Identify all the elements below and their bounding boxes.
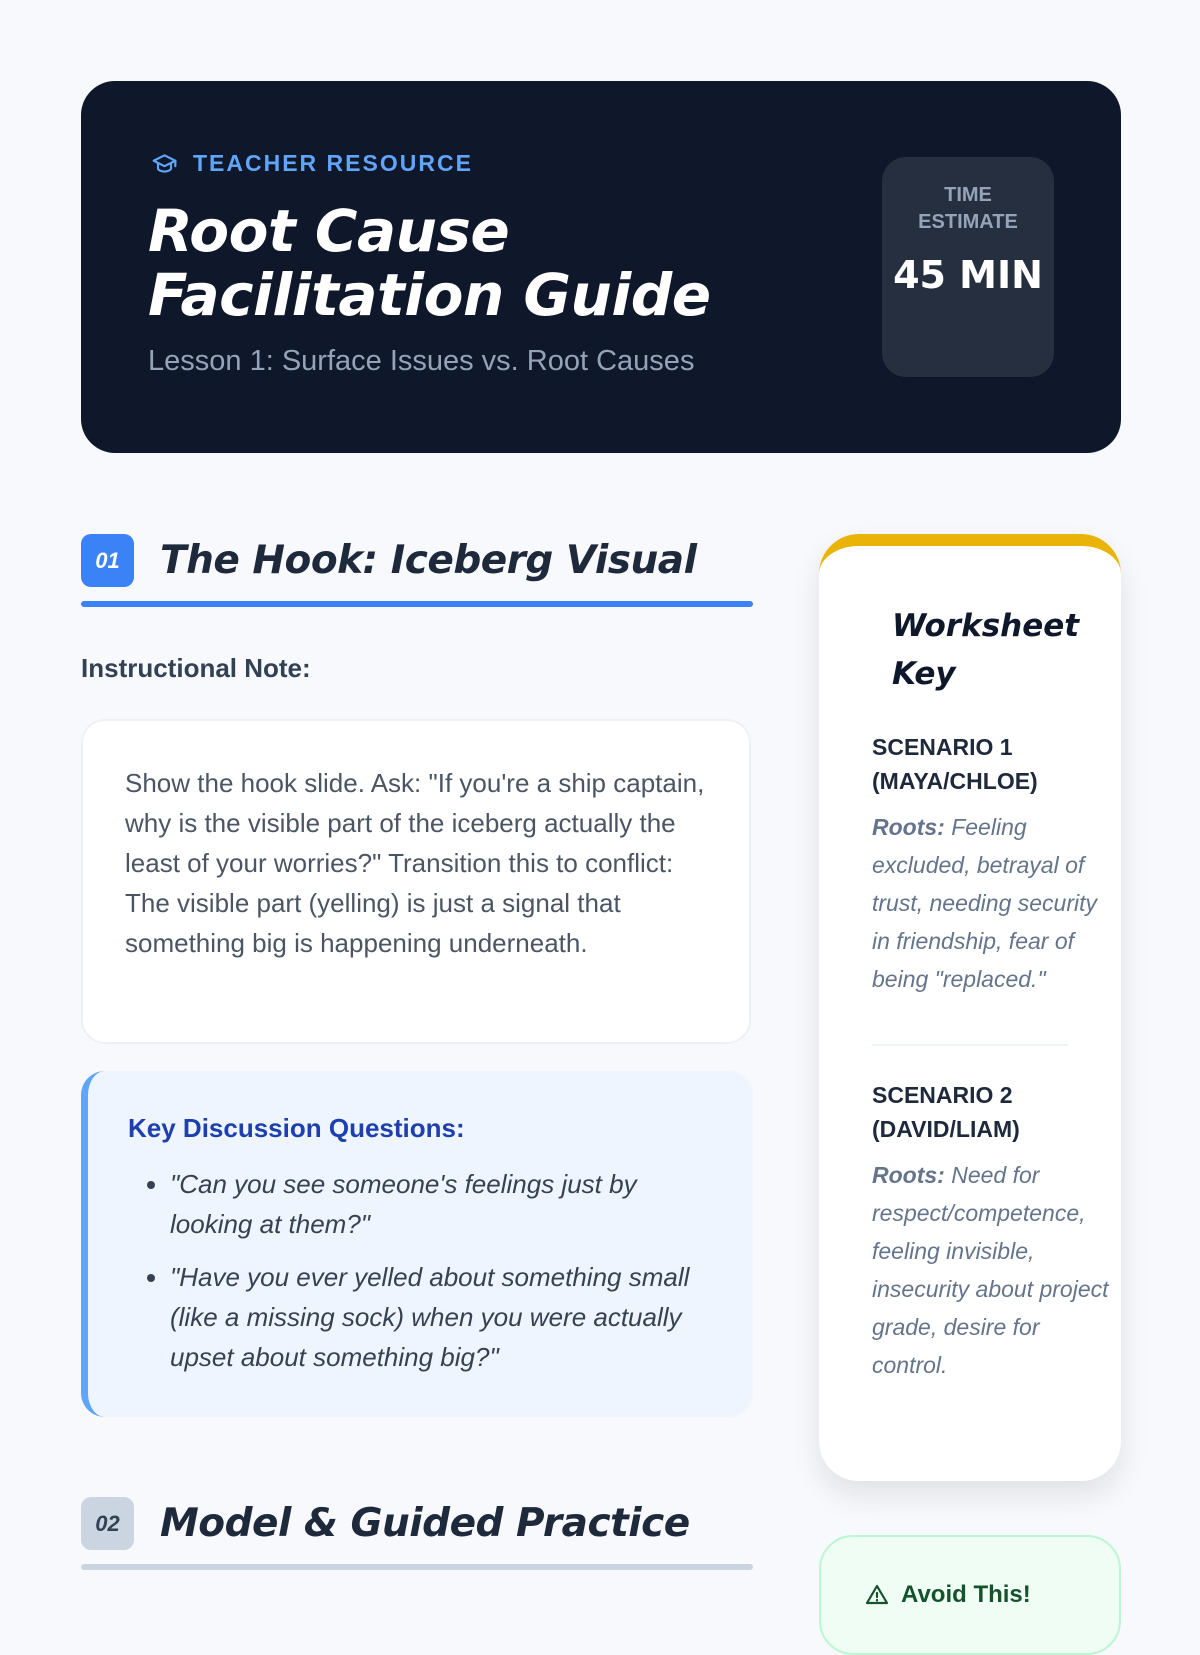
section-title: Model & Guided Practice xyxy=(160,1501,690,1546)
discussion-questions-title: Key Discussion Questions: xyxy=(128,1113,465,1143)
scenario-name: SCENARIO 2 (DAVID/LIAM) xyxy=(872,1082,1020,1142)
page-subtitle: Lesson 1: Surface Issues vs. Root Causes xyxy=(148,345,695,377)
section-number: 01 xyxy=(81,534,134,587)
avoid-this-title: Avoid This! xyxy=(901,1581,1031,1608)
lesson-header xyxy=(81,81,1121,453)
list-item: • "Can you see someone's feelings just by looking at them?" xyxy=(170,1164,713,1244)
instructional-note-label: Instructional Note: xyxy=(81,653,311,683)
eyebrow xyxy=(148,150,473,177)
roots-text: Need for respect/competence, feeling invisible, insecurity about project grade, desire for control. xyxy=(872,1162,1109,1378)
section-divider xyxy=(81,601,753,607)
discussion-questions-card xyxy=(81,1071,753,1417)
time-estimate-badge xyxy=(882,157,1054,377)
avoid-this-card xyxy=(819,1535,1121,1655)
scenario-roots xyxy=(872,808,1111,998)
graduation-cap-icon xyxy=(148,151,181,177)
roots-label: Roots: xyxy=(872,1162,945,1188)
time-estimate-label: TIME ESTIMATE xyxy=(918,184,1018,233)
section-divider xyxy=(81,1564,753,1570)
warning-triangle-icon xyxy=(865,1583,889,1607)
worksheet-key-card xyxy=(819,534,1121,1481)
section-number: 02 xyxy=(81,1497,134,1550)
section-heading-practice xyxy=(81,1497,753,1550)
avoid-this-heading xyxy=(865,1581,1119,1609)
discussion-questions-list xyxy=(128,1164,713,1377)
roots-label: Roots: xyxy=(872,814,945,840)
list-item: • "Have you ever yelled about something small (like a missing sock) when you were actually upset about something big?" xyxy=(170,1257,713,1377)
page-title: Root Cause Facilitation Guide xyxy=(148,197,711,329)
instructional-note: Show the hook slide. Ask: "If you're a ship captain, why is the visible part of the iceberg actually the least of your worries?" Transition this to conflict: The visible part (yelling) is just a signal that something big is happening underneath. xyxy=(81,719,751,1044)
worksheet-key-title: Worksheet Key xyxy=(892,608,1080,692)
scenario-roots xyxy=(872,1156,1111,1384)
scenario-name: SCENARIO 1 (MAYA/CHLOE) xyxy=(872,734,1038,794)
divider xyxy=(872,1044,1068,1046)
eyebrow-label: TEACHER RESOURCE xyxy=(193,150,473,176)
time-estimate-value: 45 MIN xyxy=(893,253,1043,297)
section-heading-hook xyxy=(81,534,753,587)
roots-text: Feeling excluded, betrayal of trust, needing security in friendship, fear of being "replaced." xyxy=(872,814,1098,992)
section-title: The Hook: Iceberg Visual xyxy=(160,538,697,583)
